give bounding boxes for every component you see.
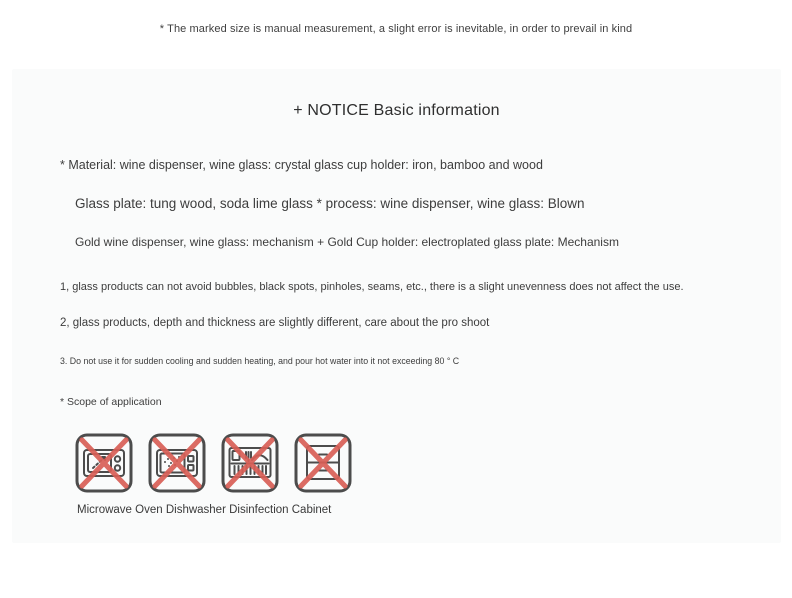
material-line-1: * Material: wine dispenser, wine glass: crystal glass cup holder: iron, bamboo and wood — [60, 158, 543, 172]
dishwasher-prohibited-icon — [221, 432, 279, 494]
material-line-2: Glass plate: tung wood, soda lime glass * process: wine dispenser, wine glass: Blown — [75, 196, 585, 211]
appliance-caption: Microwave Oven Dishwasher Disinfection Cabinet — [77, 504, 332, 516]
material-line-3: Gold wine dispenser, wine glass: mechanism + Gold Cup holder: electroplated glass plate: Mechanism — [75, 235, 619, 249]
oven-prohibited-icon — [148, 432, 206, 494]
note-line-1: 1, glass products can not avoid bubbles, black spots, pinholes, seams, etc., there is a slight unevenness does not affect the use. — [60, 281, 684, 293]
prohibited-appliances-row — [75, 432, 352, 494]
notice-title: + NOTICE Basic information — [293, 102, 500, 119]
note-line-2: 2, glass products, depth and thickness are slightly different, care about the pro shoot — [60, 317, 490, 329]
scope-of-application-label: * Scope of application — [60, 396, 162, 408]
notice-panel — [12, 69, 781, 543]
microwave-oven-prohibited-icon — [75, 432, 133, 494]
size-disclaimer-text: * The marked size is manual measurement, a slight error is inevitable, in order to prevail in kind — [159, 23, 633, 35]
disinfection-cabinet-prohibited-icon — [294, 432, 352, 494]
note-line-3: 3. Do not use it for sudden cooling and sudden heating, and pour hot water into it not exceeding 80 ° C — [60, 356, 460, 366]
